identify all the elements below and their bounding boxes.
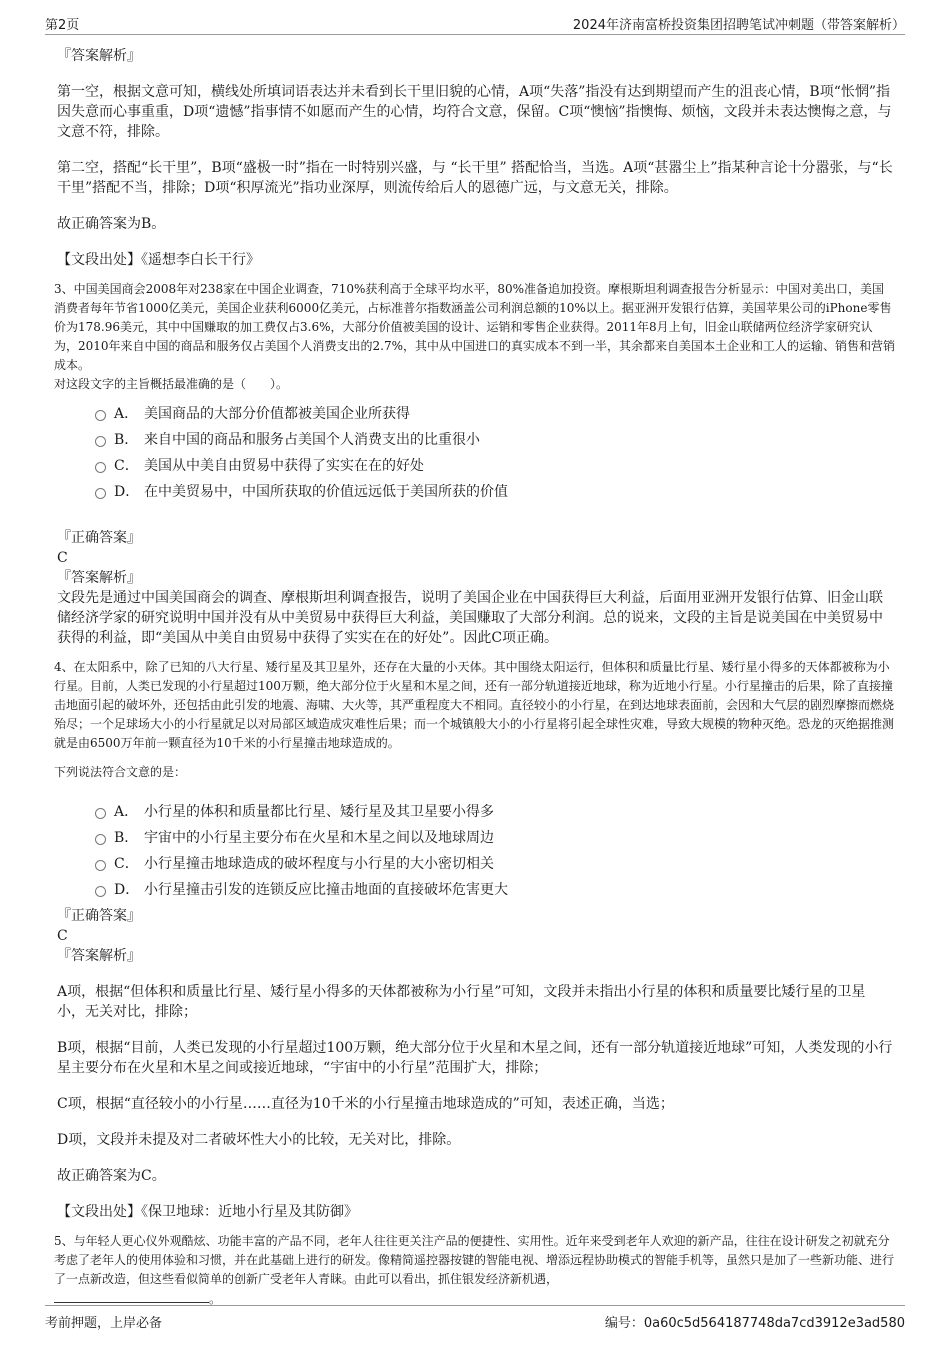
q4-option-c[interactable]: C． 小行星撞击地球造成的破坏程度与小行星的大小密切相关: [95, 854, 893, 880]
q4-answer-label: 『正确答案』: [57, 908, 141, 924]
q3-options: [95, 404, 893, 508]
q4-analysis-label: 『答案解析』: [57, 948, 141, 964]
q5-blank-line: 。: [54, 1289, 896, 1309]
q3-answer: C: [57, 550, 68, 566]
radio-icon[interactable]: [95, 488, 106, 499]
q4-analysis-d: D项，文段并未提及对二者破坏性大小的比较，无关对比，排除。: [57, 1132, 461, 1148]
document-title: 2024年济南富桥投资集团招聘笔试冲刺题（带答案解析）: [572, 18, 905, 33]
question-4: [54, 658, 896, 782]
page-content: [54, 46, 896, 1309]
q4-answer: C: [57, 928, 68, 944]
q3-option-a[interactable]: A． 美国商品的大部分价值都被美国企业所获得: [95, 404, 893, 430]
q5-stem: 5、与年轻人更心仪外观酷炫、功能丰富的产品不同，老年人往往更关注产品的便捷性、实用性。近年来受到老年人欢迎的新产品，往往在设计研发之初就充分考虑了老年人的使用体验和习惯，并在此基础上进行的研发。像精简遥控器按键的智能电视、增添远程协助模式的智能手机等，虽然只是加了一些新功能、进行了一点新改造，但这些看似简单的创新广受老年人青睐。由此可以看出，抓住银发经济新机遇，: [54, 1234, 895, 1286]
q2-analysis-p1: 第一空，根据文意可知，横线处所填词语表达并未看到长干里旧貌的心情，A项“失落”指没有达到期望而产生的沮丧心情，B项“怅惘”指因失意而心事重重，D项“遗憾”指事情不如愿而产生的心情，均符合文意，保留。C项“懊恼”指懊悔、烦恼，文段并未表达懊悔之意，与文意不符，排除。: [57, 84, 892, 140]
q4-source: 【文段出处】《保卫地球：近地小行星及其防御》: [57, 1204, 358, 1220]
page-number: 第2页: [45, 18, 80, 33]
q3-answer-label: 『正确答案』: [57, 530, 141, 546]
q4-analysis-c: C项，根据“直径较小的小行星……直径为10千米的小行星撞击地球造成的”可知，表述正确，当选；: [57, 1096, 674, 1112]
question-5: [54, 1232, 896, 1309]
document-id: 编号：0a60c5d564187748da7cd3912e3ad580: [604, 1316, 905, 1331]
q2-analysis-p2: 第二空，搭配“长干里”，B项“盛极一时”指在一时特别兴盛，与 “长干里” 搭配恰当，当选。A项“甚嚣尘上”指某种言论十分嚣张，与“长干里”搭配不当，排除；D项“积厚流光”指功业深厚，则流传给后人的恩德广远，与文意无关，排除。: [57, 160, 893, 196]
q3-option-d[interactable]: D． 在中美贸易中，中国所获取的价值远远低于美国所获的价值: [95, 482, 893, 508]
question-3: [54, 280, 896, 394]
q2-source: 【文段出处】《遥想李白长干行》: [57, 252, 260, 268]
q3-analysis-label: 『答案解析』: [57, 570, 141, 586]
page-header: [45, 12, 905, 35]
q4-options: [95, 802, 893, 906]
radio-icon[interactable]: [95, 860, 106, 871]
q3-option-b[interactable]: B． 来自中国的商品和服务占美国个人消费支出的比重很小: [95, 430, 893, 456]
q4-analysis-b: B项，根据“目前，人类已发现的小行星超过100万颗，绝大部分位于火星和木星之间，还有一部分轨道接近地球”可知，人类发现的小行星主要分布在火星和木星之间或接近地球，“宇宙中的小行星”范围扩大，排除；: [57, 1040, 893, 1076]
radio-icon[interactable]: [95, 410, 106, 421]
q3-analysis: 文段先是通过中国美国商会的调查、摩根斯坦利调查报告，说明了美国企业在中国获得巨大利益，后面用亚洲开发银行估算、旧金山联储经济学家的研究说明中国并没有从中美贸易中获得巨大利益，美国赚取了大部分利润。总的说来，文段的主旨是说美国在中美贸易中获得的利益，即“美国从中美自由贸易中获得了实实在在的好处”。因此C项正确。: [57, 590, 883, 646]
answer-blank[interactable]: [54, 1289, 209, 1303]
q4-stem: 4、在太阳系中，除了已知的八大行星、矮行星及其卫星外，还存在大量的小天体。其中围绕太阳运行，但体积和质量比行星、矮行星小得多的天体都被称为小行星。目前，人类已发现的小行星超过100万颗，绝大部分位于火星和木星之间，还有一部分轨道接近地球，称为近地小行星。小行星撞击的后果，除了直接撞击地面引起的破坏外，还包括由此引发的地震、海啸、大火等，其严重程度大不相同。直径较小的小行星，在到达地球表面前，会因和大气层的剧烈摩擦而燃烧殆尽；一个足球场大小的小行星就足以对局部区域造成灾难性后果；而一个城镇般大小的小行星将引起全球性灾难，导致大规模的物种灭绝。恐龙的灭绝据推测就是由6500万年前一颗直径为10千米的小行星撞击地球造成的。: [54, 660, 895, 750]
radio-icon[interactable]: [95, 808, 106, 819]
q4-analysis-a: A项，根据“但体积和质量比行星、矮行星小得多的天体都被称为小行星”可知，文段并未指出小行星的体积和质量要比矮行星的卫星小，无关对比，排除；: [57, 984, 866, 1020]
radio-icon[interactable]: [95, 436, 106, 447]
page-footer: [45, 1305, 905, 1331]
q4-conclusion: 故正确答案为C。: [57, 1168, 166, 1184]
radio-icon[interactable]: [95, 886, 106, 897]
radio-icon[interactable]: [95, 462, 106, 473]
q2-analysis-label: 『答案解析』: [57, 48, 141, 64]
q4-option-b[interactable]: B． 宇宙中的小行星主要分布在火星和木星之间以及地球周边: [95, 828, 893, 854]
q4-option-d[interactable]: D． 小行星撞击引发的连锁反应比撞击地面的直接破坏危害更大: [95, 880, 893, 906]
q3-prompt: 对这段文字的主旨概括最准确的是（ ）。: [54, 377, 289, 391]
q4-prompt: 下列说法符合文意的是：: [54, 765, 187, 779]
q4-option-a[interactable]: A． 小行星的体积和质量都比行星、矮行星及其卫星要小得多: [95, 802, 893, 828]
footer-slogan: 考前押题，上岸必备: [45, 1316, 163, 1331]
radio-icon[interactable]: [95, 834, 106, 845]
q3-option-c[interactable]: C． 美国从中美自由贸易中获得了实实在在的好处: [95, 456, 893, 482]
q3-stem: 3、中国美国商会2008年对238家在中国企业调查，710%获利高于全球平均水平，80%准备追加投资。摩根斯坦利调查报告分析显示：中国对美出口，美国消费者每年节省1000亿美元，美国企业获利6000亿美元，占标准普尔指数涵盖公司利润总额的10%以上。据亚洲开发银行估算，美国苹果公司的iPhone零售价为178.96美元，其中中国赚取的加工费仅占3.6%，大部分价值被美国的设计、运销和零售企业获得。2011年8月上旬，旧金山联储两位经济学家研究认为，2010年来自中国的商品和服务仅占美国个人消费支出的2.7%，其中从中国进口的真实成本不到一半，其余都来自美国本土企业和工人的运输、销售和营销成本。: [54, 282, 896, 372]
q2-conclusion: 故正确答案为B。: [57, 216, 166, 232]
